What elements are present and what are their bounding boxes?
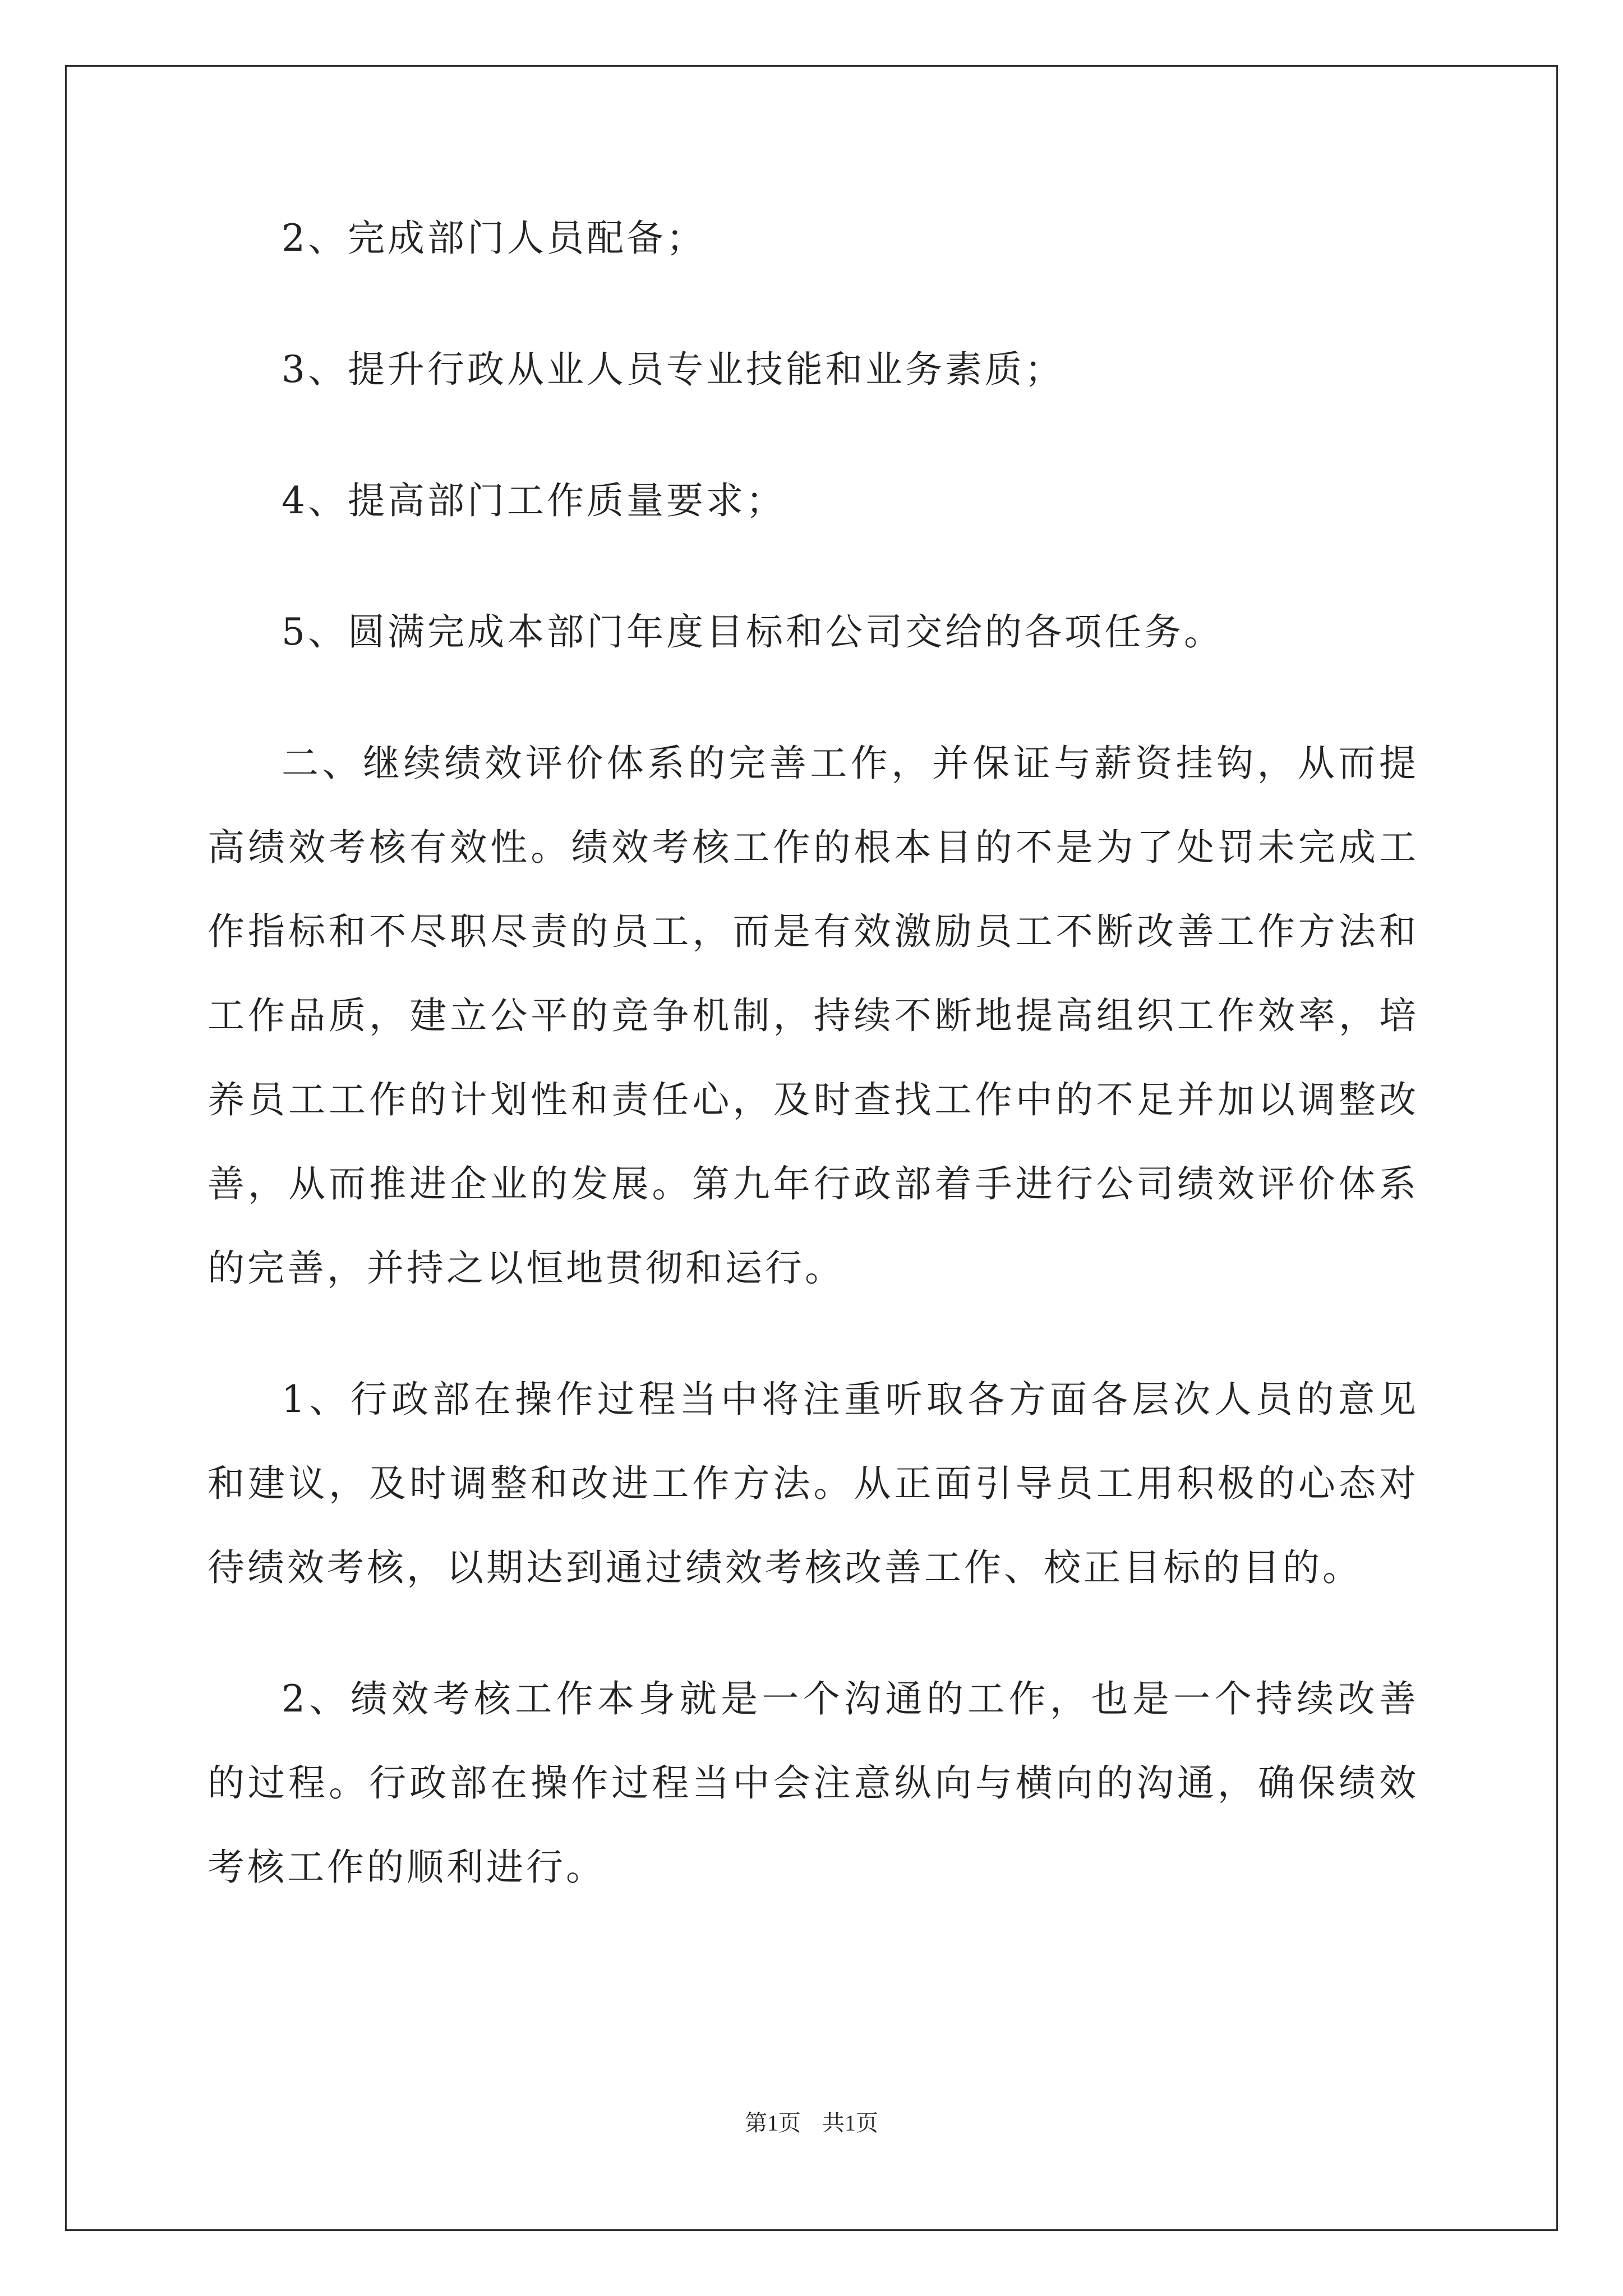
paragraph-sub-2: 2、绩效考核工作本身就是一个沟通的工作，也是一个持续改善的过程。行政部在操作过程当中会注意纵向与横向的沟通，确保绩效考核工作的顺利进行。 bbox=[208, 1677, 1419, 1889]
paragraph-item-3: 3、提升行政从业人员专业技能和业务素质； bbox=[282, 348, 1064, 391]
paragraph-sub-1: 1、行政部在操作过程当中将注重听取各方面各层次人员的意见和建议，及时调整和改进工作方法。从正面引导员工用积极的心态对待绩效考核，以期达到通过绩效考核改善工作、校正目标的目的。 bbox=[208, 1378, 1419, 1589]
page-total: 共1页 bbox=[822, 2110, 878, 2136]
paragraph-item-5: 5、圆满完成本部门年度目标和公司交给的各项任务。 bbox=[282, 610, 1224, 654]
paragraph-section-two: 二、继续绩效评价体系的完善工作，并保证与薪资挂钩，从而提高绩效考核有效性。绩效考核工作的根本目的不是为了处罚未完成工作指标和不尽职尽责的员工，而是有效激励员工不断改善工作方法和工作品质，建立公平的竞争机制，持续不断地提高组织工作效率，培养员工工作的计划性和责任心，及时查找工作中的不足并加以调整改善，从而推进企业的发展。第九年行政部着手进行公司绩效评价体系的完善，并持之以恒地贯彻和运行。 bbox=[208, 742, 1419, 1290]
paragraph-item-4: 4、提高部门工作质量要求； bbox=[282, 479, 786, 522]
page-number: 第1页 bbox=[745, 2110, 801, 2136]
document-body bbox=[208, 196, 1419, 1957]
page-footer bbox=[0, 2106, 1623, 2140]
paragraph-item-2: 2、完成部门人员配备； bbox=[282, 217, 706, 260]
